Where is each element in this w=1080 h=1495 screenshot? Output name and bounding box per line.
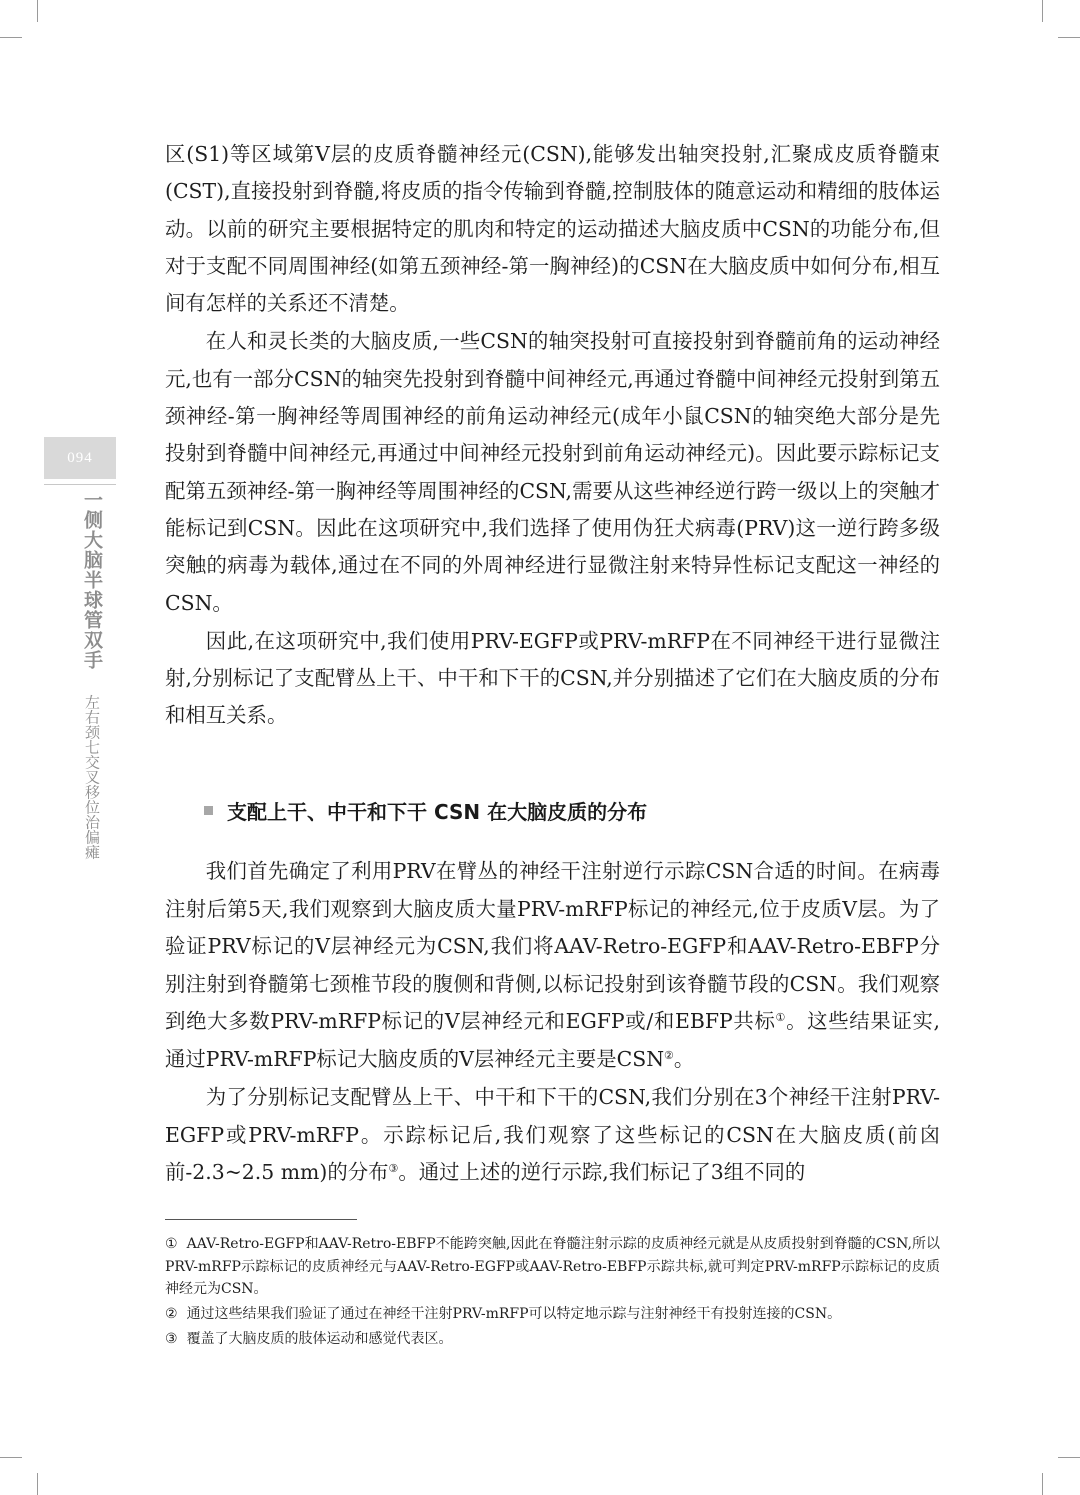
- footnotes: [165, 1233, 940, 1353]
- paragraph: [165, 1079, 940, 1192]
- crop-mark-top-left-h: [0, 37, 22, 38]
- page-number: 094: [67, 449, 93, 466]
- crop-mark-bottom-left-h: [0, 1457, 22, 1458]
- square-bullet-icon: [204, 806, 213, 815]
- footnote-ref-1[interactable]: ①: [775, 1011, 787, 1024]
- paragraph-text: 。这些结果证实,通过PRV-mRFP标记大脑皮质的Ⅴ层神经元主要是CSN: [165, 1009, 941, 1071]
- section-heading-text: 支配上干、中干和下干 CSN 在大脑皮质的分布: [227, 800, 648, 824]
- paragraph-text: 。通过上述的逆行示踪,我们标记了3组不同的: [398, 1160, 806, 1184]
- paragraph-text: 。: [673, 1046, 695, 1071]
- crop-mark-top-left-v: [37, 0, 38, 22]
- title-separator: [92, 675, 93, 689]
- footnote: [165, 1303, 940, 1326]
- crop-mark-top-right-h: [1058, 37, 1080, 38]
- footnote-ref-3[interactable]: ③: [388, 1162, 399, 1175]
- footnote-mark: ③: [165, 1330, 178, 1347]
- paragraph: [165, 853, 940, 1078]
- section-heading: [204, 796, 647, 825]
- paragraph: 在人和灵长类的大脑皮质,一些CSN的轴突投射可直接投射到脊髓前角的运动神经元,也有一部分CSN的轴突先投射到脊髓中间神经元,再通过脊髓中间神经元投射到第五颈神经-第一胸神经等周围神经的前角运动神经元(成年小鼠CSN的轴突绝大部分是先投射到脊髓中间神经元,再通过中间神经元投射到前角运动神经元)。因此要示踪标记支配第五颈神经-第一胸神经等周围神经的CSN,需要从这些神经逆行跨一级以上的突触才能标记到CSN。因此在这项研究中,我们选择了使用伪狂犬病毒(PRV)这一逆行跨多级突触的病毒为载体,通过在不同的外周神经进行显微注射来特异性标记支配这一神经的CSN。: [165, 329, 940, 615]
- section-body-text: [165, 853, 940, 1192]
- paragraph-text: 为了分别标记支配臂丛上干、中干和下干的CSN,我们分别在3个神经干注射PRV-EGFP或PRV-mRFP。示踪标记后,我们观察了这些标记的CSN在大脑皮质(前囟前-2.3~2.5 mm)的分布: [165, 1085, 940, 1184]
- footnote-mark: ①: [165, 1236, 178, 1252]
- section-intro-text: [165, 136, 940, 735]
- crop-mark-top-right-v: [1042, 0, 1043, 22]
- crop-mark-bottom-right-v: [1042, 1473, 1043, 1495]
- footnote: [165, 1328, 940, 1351]
- paragraph-text: 我们首先确定了利用PRV在臂丛的神经干注射逆行示踪CSN合适的时间。在病毒注射后第5天,我们观察到大脑皮质大量PRV-mRFP标记的神经元,位于皮质Ⅴ层。为了验证PRV标记的Ⅴ层神经元为CSN,我们将AAV-Retro-EGFP和AAV-Retro-EBFP分别注射到脊髓第七颈椎节段的腹侧和背侧,以标记投射到该脊髓节段的CSN。我们观察到绝大多数PRV-mRFP标记的Ⅴ层神经元和EGFP或/和EBFP共标: [165, 859, 940, 1033]
- footnote: [165, 1233, 940, 1301]
- footnote-ref-2[interactable]: ②: [664, 1048, 674, 1062]
- crop-mark-bottom-left-v: [37, 1473, 38, 1495]
- footnote-mark: ②: [165, 1306, 178, 1323]
- page-number-tab: [44, 437, 116, 479]
- book-title-sub: 左右颈七交叉移位治偏瘫: [83, 694, 101, 860]
- book-title-main: 一侧大脑半球管双手: [81, 490, 103, 670]
- footnote-divider: [165, 1219, 357, 1220]
- crop-mark-bottom-right-h: [1058, 1457, 1080, 1458]
- footnote-text: 通过这些结果我们验证了通过在神经干注射PRV-mRFP可以特定地示踪与注射神经干有投射连接的CSN。: [186, 1306, 842, 1323]
- side-divider: [44, 484, 116, 485]
- footnote-text: AAV-Retro-EGFP和AAV-Retro-EBFP不能跨突触,因此在脊髓注射示踪的皮质神经元就是从皮质投射到脊髓的CSN,所以PRV-mRFP示踪标记的皮质神经元与AAV-Retro-EGFP或AAV-Retro-EBFP示踪共标,就可判定PRV-mRFP示踪标记的皮质神经元为CSN。: [165, 1236, 940, 1298]
- footnote-text: 覆盖了大脑皮质的肢体运动和感觉代表区。: [186, 1330, 453, 1347]
- paragraph: 因此,在这项研究中,我们使用PRV-EGFP或PRV-mRFP在不同神经干进行显微注射,分别标记了支配臂丛上干、中干和下干的CSN,并分别描述了它们在大脑皮质的分布和相互关系。: [165, 628, 940, 728]
- book-title-vertical: [70, 490, 106, 859]
- paragraph: 区(S1)等区域第Ⅴ层的皮质脊髓神经元(CSN),能够发出轴突投射,汇聚成皮质脊髓束(CST),直接投射到脊髓,将皮质的指令传输到脊髓,控制肢体的随意运动和精细的肢体运动。以前的研究主要根据特定的肌肉和特定的运动描述大脑皮质中CSN的功能分布,但对于支配不同周围神经(如第五颈神经-第一胸神经)的CSN在大脑皮质中如何分布,相互间有怎样的关系还不清楚。: [165, 142, 940, 316]
